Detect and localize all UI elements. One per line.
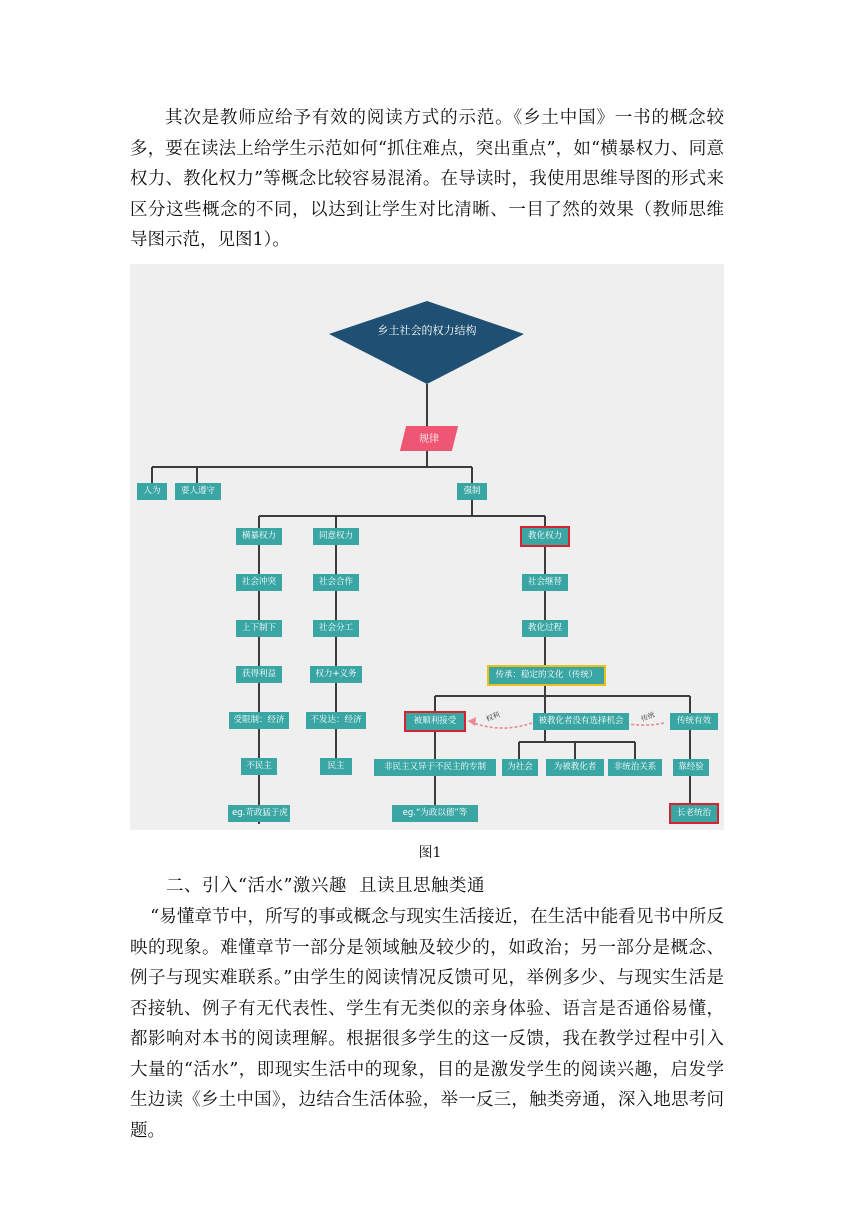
node-qiangzhi: 强制: [457, 483, 487, 500]
section-heading: 二、引入“活水”激兴趣 且读且思触类通: [166, 876, 486, 896]
node-tongyi-0: 同意权力: [313, 528, 359, 545]
body-paragraph: “易懂章节中，所写的事或概念与现实生活接近，在生活中能看见书中所反映的现象。难懂章节一部分是领域触及较少的，如政治；另一部分是概念、例子与现实难联系。”由学生的阅读情况反馈可见，举例多少、与现实生活是否接轨、例子有无代表性、学生有无类似的亲身体验、语言是否通俗易懂，都影响对本书的阅读理解。根据很多学生的这一反馈，我在教学过程中引入大量的“活水”，即现实生活中的现象，目的是激发学生的阅读兴趣，启发学生边读《乡土中国》，边结合生活体验，举一反三，触类旁通，深入地思考问题。: [130, 907, 724, 1141]
node-tongyi-2: 社会分工: [313, 620, 359, 637]
node-tongyi-1: 社会合作: [313, 574, 359, 591]
node-hengbao-2: 上下制下: [236, 620, 282, 637]
node-jiaohua-1: 社会继替: [522, 574, 568, 591]
node-yaorenzunshou: 要人遵守: [175, 483, 221, 500]
node-chuantong: 传统有效: [670, 713, 718, 730]
node-tongyi-3: 权力+义务: [310, 666, 362, 683]
arrow-left-label: 权利: [485, 710, 501, 724]
node-beijiaohua: 被教化者没有选择机会: [533, 713, 629, 730]
node-weibei: 为被教化者: [546, 759, 604, 776]
figure-caption: 图1: [418, 845, 442, 861]
node-beikun: 被顺利接受: [406, 713, 464, 730]
node-feiminzhu: 非民主又异于不民主的专制: [374, 759, 496, 776]
node-kaojingyan: 靠经验: [673, 759, 709, 776]
node-hengbao-0: 横暴权力: [236, 528, 282, 545]
node-tongyi-4: 不发达：经济: [306, 712, 366, 729]
arrow-right-label: 传统: [640, 710, 656, 724]
node-tongyi-5: 民主: [320, 758, 352, 775]
node-jiaohua-0: 教化权力: [522, 528, 568, 545]
node-hengbao-4: 受限制：经济: [229, 712, 289, 729]
intro-paragraph: 其次是教师应给予有效的阅读方式的示范。《乡土中国》一书的概念较多，要在读法上给学生示范如何“抓住难点，突出重点”，如“横暴权力、同意权力、教化权力”等概念比较容易混淆。在导读时，我使用思维导图的形式来区分这些概念的不同，以达到让学生对比清晰、一目了然的效果（教师思维导图示范，见图1）。: [130, 108, 724, 250]
node-eg2: eg.“为政以德”等: [392, 805, 478, 822]
node-feitongzhi: 非统治关系: [608, 759, 662, 776]
node-hengbao-5: 不民主: [241, 758, 277, 775]
node-weishehui: 为社会: [502, 759, 538, 776]
node-jiaohua-2: 教化过程: [522, 620, 568, 637]
node-chuancheng: 传承：稳定的文化（传统）: [489, 667, 604, 684]
node-hengbao-3: 获得利益: [236, 666, 282, 683]
root-label: 乡土社会的权力结构: [377, 324, 477, 337]
node-hengbao-1: 社会冲突: [236, 574, 282, 591]
mind-map-canvas: [130, 264, 724, 830]
node-hengbao-6: eg.苛政猛于虎: [228, 805, 290, 822]
node-zhanglao: 长老统治: [671, 805, 717, 822]
rule-label: 规律: [419, 434, 439, 445]
node-renwei: 人为: [137, 483, 167, 500]
mind-map-figure: [130, 264, 724, 830]
